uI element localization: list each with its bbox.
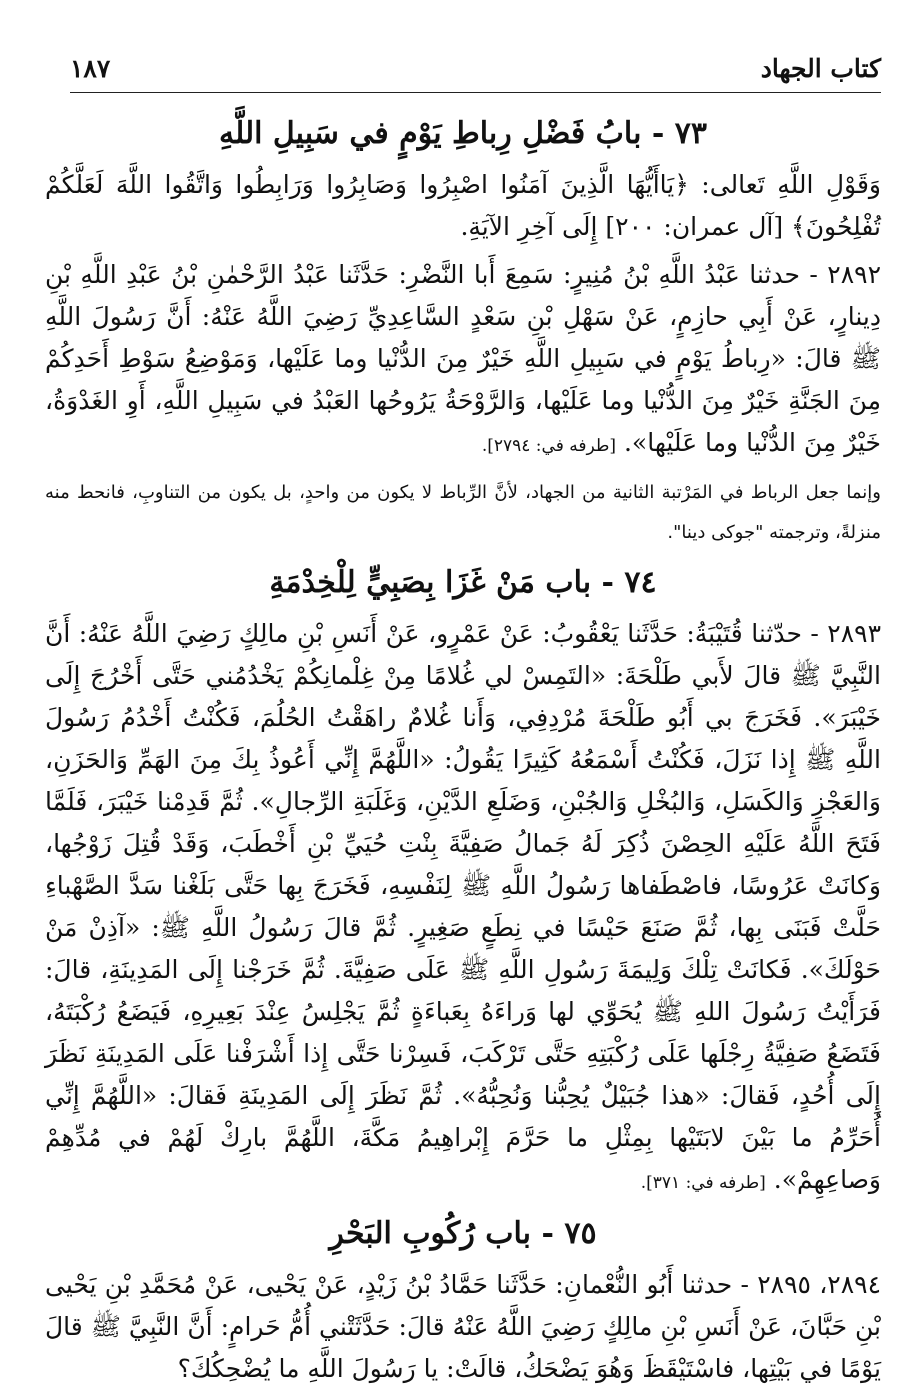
hadith-2892-text: ٢٨٩٢ - حدثنا عَبْدُ اللَّهِ بْنُ مُنِيرٍ: سَمِعَ أَبا النَّضْرِ: حَدَّثَنا عَبْدُ الرَّحْمٰنِ بْنُ عَبْدِ اللَّهِ بْنِ دِينارٍ، عَنْ أَبِي حازِمٍ، عَنْ سَهْلِ بْنِ سَعْدٍ السَّاعِدِيِّ رَضِيَ اللَّهُ عَنْهُ: أَنَّ رَسُولَ اللَّهِ ﷺ قالَ: «رِباطُ يَوْمٍ في سَبِيلِ اللَّهِ خَيْرٌ مِنَ الدُّنْيا وما عَلَيْها، وَمَوْضِعُ سَوْطِ أَحَدِكُمْ مِنَ الجَنَّةِ خَيْرٌ مِنَ الدُّنْيا وما عَلَيْها، وَالرَّوْحَةُ يَرُوحُها العَبْدُ في سَبِيلِ اللَّهِ، أَوِ الغَدْوَةُ، خَيْرٌ مِنَ الدُّنْيا وما عَلَيْها».: [45, 260, 881, 457]
page-header: [70, 46, 881, 93]
hadith-2892-ref: [طرفه في: ٢٧٩٤].: [481, 436, 617, 456]
hadith-2892: [45, 254, 881, 467]
running-title: كتاب الجهاد: [760, 54, 881, 83]
hadith-2893: [45, 613, 881, 1204]
page-number: ١٨٧: [70, 54, 111, 83]
chapter-heading-75: ٧٥ - باب رُكُوبِ البَحْرِ: [329, 1216, 597, 1251]
chapter-heading-74: ٧٤ - باب مَنْ غَزَا بِصَبِيٍّ لِلْخِدْمَةِ: [269, 565, 657, 600]
commentary-note: وإنما جعل الرباط في المَرْتبة الثانية من الجهاد، لأنَّ الرِّباط لا يكون من واحدٍ، بل يكون من التناوبِ، فانحط منه منزلةً، وترجمته "جوكى دينا".: [45, 482, 881, 543]
hadith-2894: ٢٨٩٤، ٢٨٩٥ - حدثنا أَبُو النُّعْمانِ: حَدَّثَنا حَمَّادُ بْنُ زَيْدٍ، عَنْ يَحْيى، عَنْ مُحَمَّدِ بْنِ يَحْيى بْنِ حَبَّانَ، عَنْ أَنَسِ بْنِ مالِكٍ رَضِيَ اللَّهُ عَنْهُ قالَ: حَدَّثَتْني أُمُّ حَرامٍ: أَنَّ النَّبِيَّ ﷺ قالَ يَوْمًا في بَيْتِها، فاسْتَيْقَظَ وَهُوَ يَضْحَكُ، قالَتْ: يا رَسُولَ اللَّهِ ما يُضْحِكُكَ؟: [45, 1270, 882, 1383]
quran-verse-paragraph: وَقَوْلِ اللَّهِ تَعالى: ﴿يَاأَيُّهَا الَّذِينَ آمَنُوا اصْبِرُوا وَصَابِرُوا وَرَابِطُوا وَاتَّقُوا اللَّهَ لَعَلَّكُمْ تُفْلِحُونَ﴾ [آل عمران: ٢٠٠] إِلَى آخِرِ الآيَةِ.: [45, 170, 881, 241]
hadith-2893-ref: [طرفه في: ٣٧١].: [640, 1173, 766, 1193]
hadith-2893-text: ٢٨٩٣ - حدّثنا قُتَيْبَةُ: حَدَّثَنا يَعْقُوبُ: عَنْ عَمْرٍو، عَنْ أَنَسِ بْنِ مالِكٍ رَضِيَ اللَّهُ عَنْهُ: أَنَّ النَّبِيَّ ﷺ قالَ لأَبي طَلْحَةَ: «التَمِسْ لي غُلامًا مِنْ غِلْمانِكُمْ يَخْدُمُني حَتَّى أَخْرُجَ إِلَى خَيْبَرَ». فَخَرَجَ بي أَبُو طَلْحَةَ مُرْدِفِي، وَأَنا غُلامٌ راهَقْتُ الحُلُمَ، فَكُنْتُ أَخْدُمُ رَسُولَ اللَّهِ ﷺ إِذا نَزَلَ، فَكُنْتُ أَسْمَعُهُ كَثِيرًا يَقُولُ: «اللَّهُمَّ إِنِّي أَعُوذُ بِكَ مِنَ الهَمِّ وَالحَزَنِ، وَالعَجْزِ وَالكَسَلِ، وَالبُخْلِ وَالجُبْنِ، وَضَلَعِ الدَّيْنِ، وَغَلَبَةِ الرِّجالِ». ثُمَّ قَدِمْنا خَيْبَرَ، فَلَمَّا فَتَحَ اللَّهُ عَلَيْهِ الحِصْنَ ذُكِرَ لَهُ جَمالُ صَفِيَّةَ بِنْتِ حُيَيِّ بْنِ أَخْطَبَ، وَقَدْ قُتِلَ زَوْجُها، وَكانَتْ عَرُوسًا، فاصْطَفاها رَسُولُ اللَّهِ ﷺ لِنَفْسِهِ، فَخَرَجَ بِها حَتَّى بَلَغْنا سَدَّ الصَّهْباءِ حَلَّتْ فَبَنَى بِها، ثُمَّ صَنَعَ حَيْسًا في نِطَعٍ صَغِيرٍ. ثُمَّ قالَ رَسُولُ اللَّهِ ﷺ: «آذِنْ مَنْ حَوْلَكَ». فَكانَتْ تِلْكَ وَلِيمَةَ رَسُولِ اللَّهِ ﷺ عَلَى صَفِيَّةَ. ثُمَّ خَرَجْنا إِلَى المَدِينَةِ، قالَ: فَرَأَيْتُ رَسُولَ اللهِ ﷺ يُحَوِّي لها وَراءَهُ بِعَباءَةٍ ثُمَّ يَجْلِسُ عِنْدَ بَعِيرِهِ، فَيَضَعُ رُكْبَتَهُ، فَتَضَعُ صَفِيَّةُ رِجْلَها عَلَى رُكْبَتِهِ حَتَّى تَرْكَبَ، فَسِرْنا حَتَّى إِذا أَشْرَفْنا عَلَى المَدِينَةِ نَظَرَ إِلَى أُحُدٍ، فَقالَ: «هذا جُبَيْلٌ يُحِبُّنا وَنُحِبُّهُ». ثُمَّ نَظَرَ إِلَى المَدِينَةِ فَقالَ: «اللَّهُمَّ إِنِّي أُحَرِّمُ ما بَيْنَ لابَتَيْها بِمِثْلِ ما حَرَّمَ إِبْراهِيمُ مَكَّةَ، اللَّهُمَّ بارِكْ لَهُمْ في مُدِّهِمْ وَصاعِهِمْ».: [45, 619, 881, 1194]
chapter-heading-73: ٧٣ - بابُ فَضْلِ رِباطِ يَوْمٍ في سَبِيلِ اللَّهِ: [219, 116, 707, 151]
page-body: [45, 104, 881, 1396]
